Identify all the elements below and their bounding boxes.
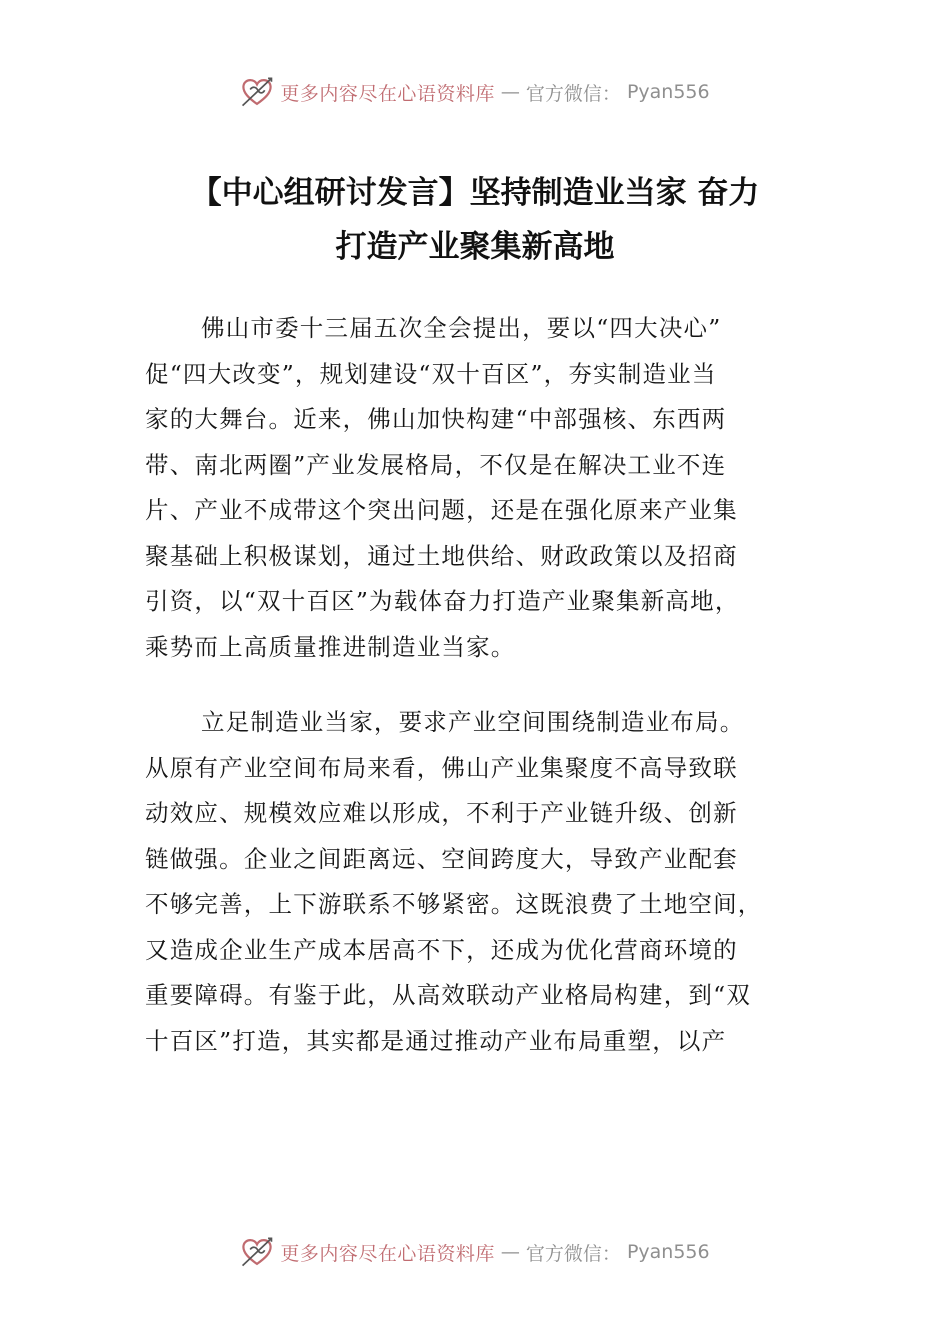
- paragraph-line: 聚基础上积极谋划，通过土地供给、财政政策以及招商: [145, 541, 738, 570]
- title-line: 【中心组研讨发言】坚持制造业当家 奋力: [190, 175, 760, 211]
- paragraph-line: 链做强。企业之间距离远、空间跨度大，导致产业配套: [145, 844, 738, 873]
- heart-arrow-logo-icon: [240, 75, 274, 109]
- paragraph-line: 佛山市委十三届五次全会提出，要以“四大决心”: [201, 314, 722, 342]
- watermark-wechat-label: 官方微信：: [525, 82, 621, 105]
- watermark-separator: —: [500, 1241, 520, 1263]
- paragraph-line: 重要障碍。有鉴于此，从高效联动产业格局构建，到“双: [145, 981, 752, 1009]
- watermark-wechat-id: Pyan556: [626, 1241, 710, 1263]
- watermark-brand-text: 更多内容尽在心语资料库: [280, 82, 495, 105]
- title-line: 打造产业聚集新高地: [335, 229, 615, 265]
- paragraph-line: 促“四大改变”，规划建设“双十百区”，夯实制造业当: [145, 359, 717, 388]
- paragraph-line: 动效应、规模效应难以形成，不利于产业链升级、创新: [145, 799, 738, 827]
- watermark-wechat-label: 官方微信：: [525, 1242, 621, 1265]
- paragraph-line: 不够完善，上下游联系不够紧密。这既浪费了土地空间，: [145, 890, 763, 918]
- paragraph-line: 片、产业不成带这个突出问题，还是在强化原来产业集: [145, 496, 738, 524]
- watermark-brand-text: 更多内容尽在心语资料库: [280, 1242, 495, 1265]
- paragraph-line: 乘势而上高质量推进制造业当家。: [145, 632, 516, 661]
- watermark-wechat-id: Pyan556: [626, 81, 710, 103]
- paragraph-2: [145, 700, 810, 1064]
- watermark-footer: [0, 1232, 950, 1272]
- paragraph-line: 带、南北两圈”产业发展格局，不仅是在解决工业不连: [145, 450, 727, 479]
- document-title: [120, 166, 830, 274]
- heart-arrow-logo-icon: [240, 1235, 274, 1269]
- paragraph-line: 又造成企业生产成本居高不下，还成为优化营商环境的: [145, 935, 738, 964]
- watermark-header: [0, 72, 950, 112]
- paragraph-line: 从原有产业空间布局来看，佛山产业集聚度不高导致联: [145, 753, 738, 782]
- paragraph-line: 十百区”打造，其实都是通过推动产业布局重塑，以产: [145, 1026, 727, 1055]
- watermark-separator: —: [500, 81, 520, 103]
- paragraph-line: 引资，以“双十百区”为载体奋力打造产业聚集新高地，: [145, 587, 740, 615]
- paragraph-1: [145, 306, 810, 670]
- paragraph-line: 立足制造业当家，要求产业空间围绕制造业布局。: [201, 708, 745, 736]
- paragraph-line: 家的大舞台。近来，佛山加快构建“中部强核、东西两: [145, 405, 727, 433]
